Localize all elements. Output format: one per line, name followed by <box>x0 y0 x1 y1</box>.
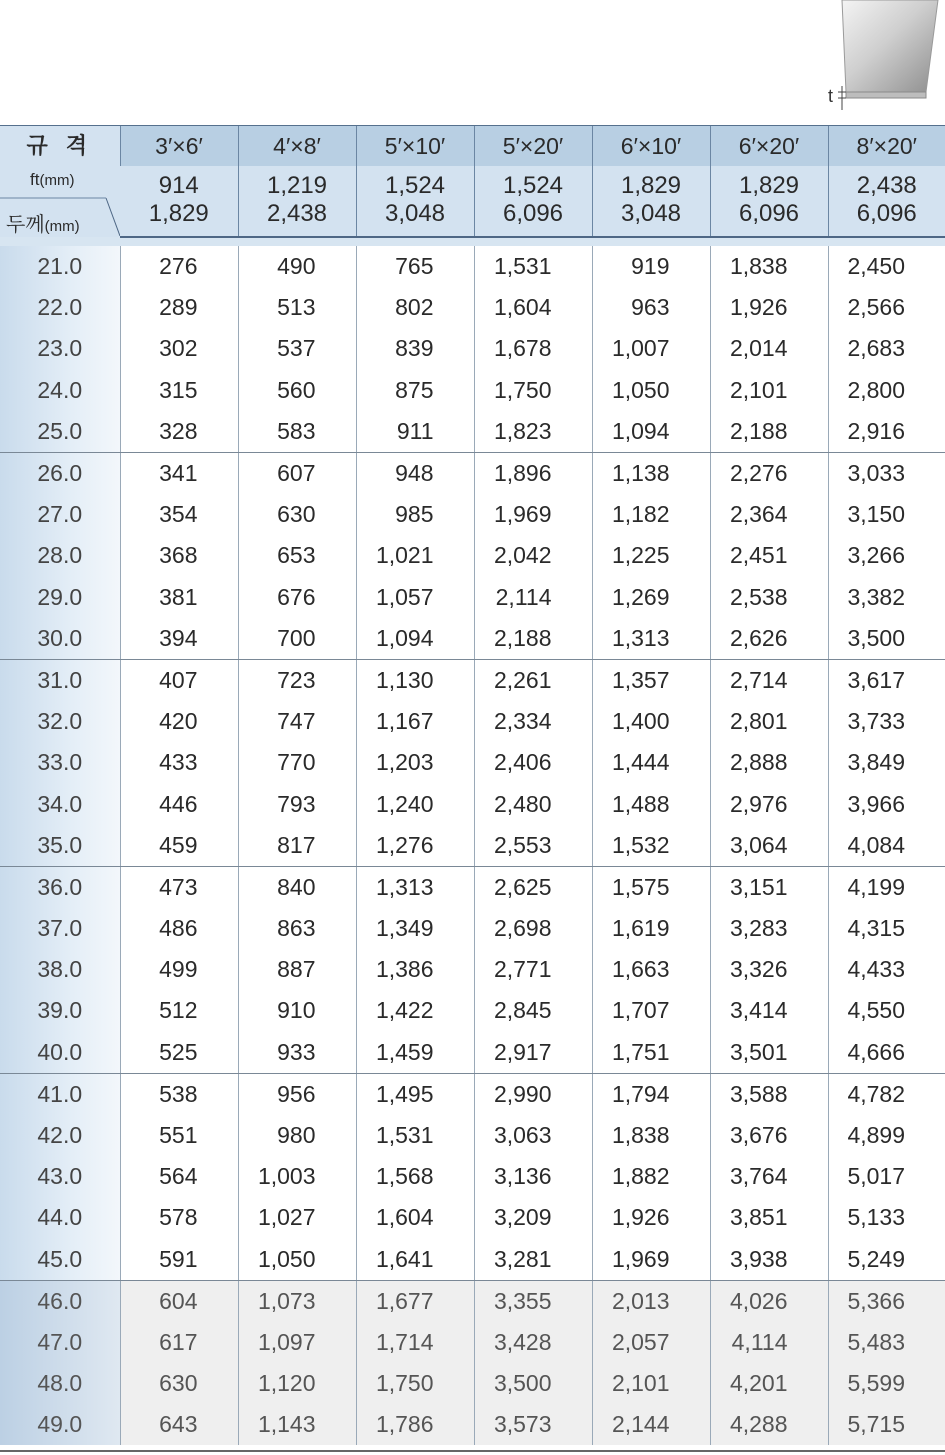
weight-cell: 2,888 <box>710 742 828 783</box>
weight-cell: 3,326 <box>710 949 828 990</box>
weight-cell: 3,136 <box>474 1156 592 1197</box>
weight-cell: 3,266 <box>828 535 945 576</box>
weight-cell: 1,400 <box>592 701 710 742</box>
thickness-cell: 21.0 <box>0 246 120 287</box>
thickness-cell: 39.0 <box>0 990 120 1031</box>
weight-cell: 5,133 <box>828 1197 945 1238</box>
weight-cell: 2,450 <box>828 246 945 287</box>
weight-cell: 1,750 <box>474 370 592 411</box>
weight-cell: 4,550 <box>828 990 945 1031</box>
weight-cell: 512 <box>120 990 238 1031</box>
weight-cell: 2,771 <box>474 949 592 990</box>
weight-cell: 1,604 <box>356 1197 474 1238</box>
table-row <box>0 659 945 701</box>
weight-cell: 3,849 <box>828 742 945 783</box>
weight-cell: 1,751 <box>592 1032 710 1074</box>
weight-cell: 3,428 <box>474 1322 592 1363</box>
thickness-cell: 43.0 <box>0 1156 120 1197</box>
weight-cell: 1,575 <box>592 866 710 908</box>
weight-cell: 2,406 <box>474 742 592 783</box>
weight-cell: 1,003 <box>238 1156 356 1197</box>
thickness-cell: 46.0 <box>0 1280 120 1322</box>
weight-cell: 2,800 <box>828 370 945 411</box>
table-row <box>0 742 945 783</box>
weight-cell: 2,261 <box>474 659 592 701</box>
size-header-0: 3′×6′ <box>120 126 238 167</box>
weight-cell: 1,714 <box>356 1322 474 1363</box>
weight-cell: 1,094 <box>592 411 710 453</box>
weight-cell: 1,882 <box>592 1156 710 1197</box>
thickness-symbol: t <box>828 86 834 106</box>
table-row <box>0 1322 945 1363</box>
weight-cell: 604 <box>120 1280 238 1322</box>
thickness-cell: 30.0 <box>0 618 120 660</box>
length-header-6: 6,096 <box>828 200 945 237</box>
weight-cell: 5,366 <box>828 1280 945 1322</box>
weight-cell: 723 <box>238 659 356 701</box>
thickness-cell: 31.0 <box>0 659 120 701</box>
weight-cell: 630 <box>238 494 356 535</box>
weight-cell: 591 <box>120 1239 238 1281</box>
weight-cell: 963 <box>592 287 710 328</box>
weight-cell: 433 <box>120 742 238 783</box>
table-row <box>0 452 945 494</box>
thickness-cell: 47.0 <box>0 1322 120 1363</box>
weight-cell: 5,599 <box>828 1363 945 1404</box>
table-row <box>0 1032 945 1074</box>
table-row <box>0 1404 945 1445</box>
weight-cell: 1,794 <box>592 1073 710 1115</box>
width-header-6: 2,438 <box>828 166 945 200</box>
thickness-cell: 26.0 <box>0 452 120 494</box>
weight-cell: 1,531 <box>474 246 592 287</box>
weight-cell: 276 <box>120 246 238 287</box>
weight-cell: 1,677 <box>356 1280 474 1322</box>
weight-cell: 1,050 <box>238 1239 356 1281</box>
weight-cell: 3,573 <box>474 1404 592 1445</box>
weight-cell: 4,026 <box>710 1280 828 1322</box>
weight-cell: 2,451 <box>710 535 828 576</box>
header-corner-cell <box>0 126 120 238</box>
width-header-5: 1,829 <box>710 166 828 200</box>
weight-cell: 3,033 <box>828 452 945 494</box>
table-row <box>0 1115 945 1156</box>
weight-cell: 578 <box>120 1197 238 1238</box>
weight-cell: 473 <box>120 866 238 908</box>
weight-cell: 4,782 <box>828 1073 945 1115</box>
weight-cell: 1,926 <box>592 1197 710 1238</box>
thickness-cell: 29.0 <box>0 577 120 618</box>
weight-cell: 446 <box>120 783 238 824</box>
weight-cell: 3,500 <box>474 1363 592 1404</box>
thickness-cell: 27.0 <box>0 494 120 535</box>
weight-cell: 1,357 <box>592 659 710 701</box>
weight-cell: 840 <box>238 866 356 908</box>
thickness-cell: 48.0 <box>0 1363 120 1404</box>
weight-cell: 3,938 <box>710 1239 828 1281</box>
weight-cell: 887 <box>238 949 356 990</box>
thickness-cell: 41.0 <box>0 1073 120 1115</box>
weight-cell: 2,625 <box>474 866 592 908</box>
table-row <box>0 1363 945 1404</box>
weight-cell: 643 <box>120 1404 238 1445</box>
weight-cell: 2,101 <box>592 1363 710 1404</box>
table-row <box>0 494 945 535</box>
weight-cell: 407 <box>120 659 238 701</box>
weight-cell: 538 <box>120 1073 238 1115</box>
thickness-cell: 40.0 <box>0 1032 120 1074</box>
weight-cell: 676 <box>238 577 356 618</box>
weight-cell: 302 <box>120 328 238 369</box>
thickness-cell: 24.0 <box>0 370 120 411</box>
weight-cell: 1,838 <box>592 1115 710 1156</box>
thickness-cell: 32.0 <box>0 701 120 742</box>
weight-cell: 985 <box>356 494 474 535</box>
weight-cell: 1,094 <box>356 618 474 660</box>
weight-cell: 1,532 <box>592 825 710 867</box>
thickness-cell: 36.0 <box>0 866 120 908</box>
weight-cell: 653 <box>238 535 356 576</box>
weight-cell: 1,143 <box>238 1404 356 1445</box>
table-row <box>0 866 945 908</box>
weight-cell: 770 <box>238 742 356 783</box>
weight-cell: 2,276 <box>710 452 828 494</box>
weight-cell: 3,676 <box>710 1115 828 1156</box>
weight-cell: 564 <box>120 1156 238 1197</box>
weight-cell: 394 <box>120 618 238 660</box>
weight-cell: 2,714 <box>710 659 828 701</box>
weight-cell: 420 <box>120 701 238 742</box>
size-header-6: 8′×20′ <box>828 126 945 167</box>
size-header-3: 5′×20′ <box>474 126 592 167</box>
weight-cell: 3,151 <box>710 866 828 908</box>
weight-cell: 4,084 <box>828 825 945 867</box>
weight-cell: 1,130 <box>356 659 474 701</box>
weight-cell: 3,617 <box>828 659 945 701</box>
weight-cell: 1,422 <box>356 990 474 1031</box>
weight-cell: 2,101 <box>710 370 828 411</box>
header-size-row <box>0 126 945 167</box>
weight-cell: 1,386 <box>356 949 474 990</box>
weight-cell: 1,007 <box>592 328 710 369</box>
weight-cell: 3,355 <box>474 1280 592 1322</box>
weight-cell: 2,626 <box>710 618 828 660</box>
weight-cell: 1,240 <box>356 783 474 824</box>
weight-cell: 2,188 <box>474 618 592 660</box>
table-row <box>0 908 945 949</box>
weight-cell: 1,182 <box>592 494 710 535</box>
weight-cell: 2,553 <box>474 825 592 867</box>
weight-cell: 560 <box>238 370 356 411</box>
size-header-4: 6′×10′ <box>592 126 710 167</box>
weight-cell: 2,845 <box>474 990 592 1031</box>
length-header-0: 1,829 <box>120 200 238 237</box>
steel-plate-weight-table <box>0 125 945 1445</box>
width-header-0: 914 <box>120 166 238 200</box>
weight-cell: 1,531 <box>356 1115 474 1156</box>
width-header-2: 1,524 <box>356 166 474 200</box>
weight-cell: 2,990 <box>474 1073 592 1115</box>
width-header-3: 1,524 <box>474 166 592 200</box>
weight-cell: 2,144 <box>592 1404 710 1445</box>
length-header-4: 3,048 <box>592 200 710 237</box>
header-length-row <box>0 200 945 237</box>
weight-cell: 1,313 <box>356 866 474 908</box>
weight-cell: 2,114 <box>474 577 592 618</box>
weight-cell: 2,013 <box>592 1280 710 1322</box>
weight-cell: 3,063 <box>474 1115 592 1156</box>
table-row <box>0 1280 945 1322</box>
thickness-cell: 45.0 <box>0 1239 120 1281</box>
weight-cell: 911 <box>356 411 474 453</box>
weight-cell: 1,225 <box>592 535 710 576</box>
weight-cell: 3,851 <box>710 1197 828 1238</box>
weight-cell: 4,315 <box>828 908 945 949</box>
weight-cell: 875 <box>356 370 474 411</box>
weight-cell: 1,138 <box>592 452 710 494</box>
weight-cell: 368 <box>120 535 238 576</box>
weight-cell: 499 <box>120 949 238 990</box>
weight-cell: 1,313 <box>592 618 710 660</box>
weight-cell: 315 <box>120 370 238 411</box>
weight-cell: 1,619 <box>592 908 710 949</box>
header-width-row <box>0 166 945 200</box>
bottom-rule <box>0 1450 945 1452</box>
table-row <box>0 701 945 742</box>
weight-cell: 4,666 <box>828 1032 945 1074</box>
weight-cell: 863 <box>238 908 356 949</box>
weight-cell: 2,538 <box>710 577 828 618</box>
weight-cell: 2,916 <box>828 411 945 453</box>
weight-cell: 933 <box>238 1032 356 1074</box>
weight-cell: 1,750 <box>356 1363 474 1404</box>
weight-cell: 486 <box>120 908 238 949</box>
weight-cell: 2,188 <box>710 411 828 453</box>
steel-plate-illustration <box>820 0 945 112</box>
weight-cell: 817 <box>238 825 356 867</box>
weight-cell: 4,288 <box>710 1404 828 1445</box>
weight-cell: 3,733 <box>828 701 945 742</box>
weight-cell: 1,969 <box>474 494 592 535</box>
table-row <box>0 411 945 453</box>
weight-cell: 1,678 <box>474 328 592 369</box>
weight-cell: 3,382 <box>828 577 945 618</box>
header-gap <box>0 237 945 246</box>
weight-cell: 1,021 <box>356 535 474 576</box>
table-row <box>0 535 945 576</box>
weight-cell: 1,568 <box>356 1156 474 1197</box>
weight-cell: 1,663 <box>592 949 710 990</box>
thickness-label: 두께(mm) <box>6 214 80 236</box>
weight-cell: 1,495 <box>356 1073 474 1115</box>
weight-cell: 2,057 <box>592 1322 710 1363</box>
weight-cell: 513 <box>238 287 356 328</box>
weight-cell: 4,899 <box>828 1115 945 1156</box>
weight-cell: 1,097 <box>238 1322 356 1363</box>
weight-cell: 4,199 <box>828 866 945 908</box>
width-header-1: 1,219 <box>238 166 356 200</box>
weight-cell: 2,014 <box>710 328 828 369</box>
spec-label: 규 격 <box>26 133 94 158</box>
table-row <box>0 1197 945 1238</box>
weight-cell: 381 <box>120 577 238 618</box>
weight-cell: 3,764 <box>710 1156 828 1197</box>
weight-cell: 3,414 <box>710 990 828 1031</box>
weight-cell: 793 <box>238 783 356 824</box>
width-header-4: 1,829 <box>592 166 710 200</box>
thickness-cell: 34.0 <box>0 783 120 824</box>
weight-cell: 1,057 <box>356 577 474 618</box>
table-row <box>0 287 945 328</box>
table-row <box>0 1239 945 1281</box>
weight-cell: 765 <box>356 246 474 287</box>
length-header-1: 2,438 <box>238 200 356 237</box>
weight-cell: 4,201 <box>710 1363 828 1404</box>
thickness-cell: 35.0 <box>0 825 120 867</box>
weight-cell: 2,917 <box>474 1032 592 1074</box>
weight-cell: 956 <box>238 1073 356 1115</box>
weight-cell: 5,249 <box>828 1239 945 1281</box>
weight-cell: 1,604 <box>474 287 592 328</box>
weight-cell: 3,150 <box>828 494 945 535</box>
weight-cell: 630 <box>120 1363 238 1404</box>
weight-cell: 1,823 <box>474 411 592 453</box>
weight-cell: 1,838 <box>710 246 828 287</box>
thickness-cell: 23.0 <box>0 328 120 369</box>
weight-cell: 2,698 <box>474 908 592 949</box>
weight-cell: 525 <box>120 1032 238 1074</box>
length-header-3: 6,096 <box>474 200 592 237</box>
weight-cell: 5,017 <box>828 1156 945 1197</box>
table-row <box>0 990 945 1031</box>
weight-cell: 3,281 <box>474 1239 592 1281</box>
weight-cell: 3,209 <box>474 1197 592 1238</box>
weight-cell: 910 <box>238 990 356 1031</box>
weight-cell: 3,283 <box>710 908 828 949</box>
table-row <box>0 1156 945 1197</box>
weight-cell: 980 <box>238 1115 356 1156</box>
weight-cell: 839 <box>356 328 474 369</box>
thickness-cell: 44.0 <box>0 1197 120 1238</box>
weight-cell: 1,896 <box>474 452 592 494</box>
weight-cell: 490 <box>238 246 356 287</box>
weight-cell: 607 <box>238 452 356 494</box>
thickness-cell: 42.0 <box>0 1115 120 1156</box>
weight-cell: 1,459 <box>356 1032 474 1074</box>
table-row <box>0 577 945 618</box>
weight-cell: 700 <box>238 618 356 660</box>
weight-cell: 328 <box>120 411 238 453</box>
weight-cell: 537 <box>238 328 356 369</box>
weight-cell: 747 <box>238 701 356 742</box>
weight-cell: 1,349 <box>356 908 474 949</box>
weight-cell: 802 <box>356 287 474 328</box>
plate-diagram-icon <box>820 0 945 112</box>
thickness-cell: 38.0 <box>0 949 120 990</box>
weight-cell: 2,042 <box>474 535 592 576</box>
weight-cell: 919 <box>592 246 710 287</box>
ft-label: ft(mm) <box>30 170 75 189</box>
weight-cell: 341 <box>120 452 238 494</box>
weight-cell: 4,114 <box>710 1322 828 1363</box>
weight-cell: 1,786 <box>356 1404 474 1445</box>
weight-cell: 617 <box>120 1322 238 1363</box>
weight-cell: 2,566 <box>828 287 945 328</box>
weight-cell: 1,926 <box>710 287 828 328</box>
weight-cell: 1,203 <box>356 742 474 783</box>
weight-cell: 5,483 <box>828 1322 945 1363</box>
weight-cell: 1,276 <box>356 825 474 867</box>
weight-cell: 583 <box>238 411 356 453</box>
weight-cell: 2,801 <box>710 701 828 742</box>
table-row <box>0 370 945 411</box>
table-row <box>0 618 945 660</box>
size-header-1: 4′×8′ <box>238 126 356 167</box>
table-row <box>0 825 945 867</box>
weight-cell: 289 <box>120 287 238 328</box>
weight-cell: 2,976 <box>710 783 828 824</box>
weight-cell: 4,433 <box>828 949 945 990</box>
length-header-5: 6,096 <box>710 200 828 237</box>
thickness-cell: 37.0 <box>0 908 120 949</box>
thickness-cell: 33.0 <box>0 742 120 783</box>
weight-cell: 1,050 <box>592 370 710 411</box>
weight-cell: 5,715 <box>828 1404 945 1445</box>
weight-cell: 1,488 <box>592 783 710 824</box>
size-header-5: 6′×20′ <box>710 126 828 167</box>
weight-cell: 1,167 <box>356 701 474 742</box>
weight-cell: 1,027 <box>238 1197 356 1238</box>
weight-cell: 1,707 <box>592 990 710 1031</box>
table-row <box>0 1073 945 1115</box>
weight-cell: 3,588 <box>710 1073 828 1115</box>
weight-cell: 2,683 <box>828 328 945 369</box>
table-row <box>0 949 945 990</box>
thickness-cell: 22.0 <box>0 287 120 328</box>
weight-cell: 948 <box>356 452 474 494</box>
table-row <box>0 328 945 369</box>
weight-cell: 2,364 <box>710 494 828 535</box>
weight-cell: 1,073 <box>238 1280 356 1322</box>
weight-cell: 1,969 <box>592 1239 710 1281</box>
weight-cell: 1,120 <box>238 1363 356 1404</box>
table-row <box>0 783 945 824</box>
size-header-2: 5′×10′ <box>356 126 474 167</box>
weight-cell: 354 <box>120 494 238 535</box>
weight-cell: 459 <box>120 825 238 867</box>
weight-cell: 3,966 <box>828 783 945 824</box>
weight-cell: 2,334 <box>474 701 592 742</box>
thickness-cell: 28.0 <box>0 535 120 576</box>
weight-cell: 3,064 <box>710 825 828 867</box>
thickness-cell: 25.0 <box>0 411 120 453</box>
weight-cell: 551 <box>120 1115 238 1156</box>
length-header-2: 3,048 <box>356 200 474 237</box>
thickness-cell: 49.0 <box>0 1404 120 1445</box>
weight-cell: 3,500 <box>828 618 945 660</box>
table-row <box>0 246 945 287</box>
weight-cell: 3,501 <box>710 1032 828 1074</box>
weight-cell: 2,480 <box>474 783 592 824</box>
weight-cell: 1,641 <box>356 1239 474 1281</box>
weight-cell: 1,269 <box>592 577 710 618</box>
weight-cell: 1,444 <box>592 742 710 783</box>
